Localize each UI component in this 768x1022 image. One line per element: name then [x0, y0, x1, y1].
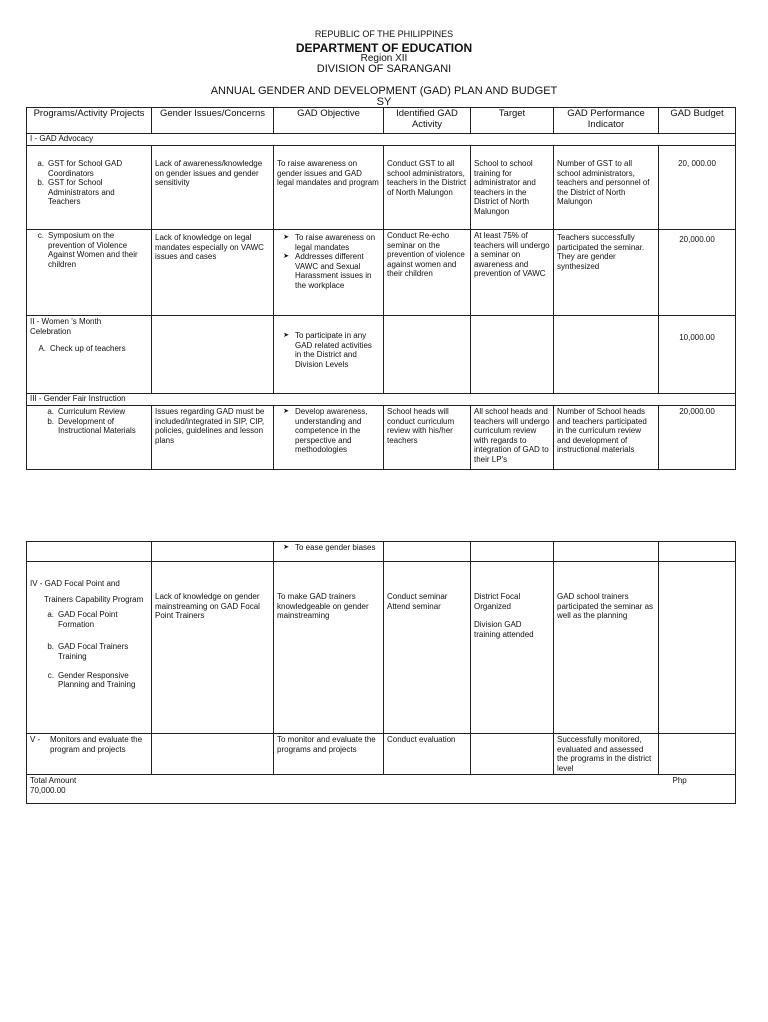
total-value: 70,000.00	[30, 785, 66, 795]
issue-cell	[152, 316, 274, 394]
indicator-cell: Successfully monitored, evaluated and assessed the programs in the district level	[554, 734, 659, 775]
table-row	[27, 542, 736, 562]
target-cell	[471, 316, 554, 394]
total-label: Total Amount	[30, 776, 77, 786]
budget-cell	[659, 562, 736, 734]
col-header-issues: Gender Issues/Concerns	[152, 108, 274, 134]
issue-cell	[152, 734, 274, 775]
activity-cell: School heads will conduct curriculum review with his/her teachers	[384, 406, 471, 470]
table-row	[27, 734, 736, 775]
program-item: Development of Instructional Materials	[58, 416, 136, 436]
region-line: Region XII	[360, 53, 408, 64]
col-header-programs: Programs/Activity Projects	[27, 108, 152, 134]
arrow-bullet-icon: ➤	[283, 408, 289, 415]
activity-cell: Conduct seminar Attend seminar	[384, 562, 471, 734]
arrow-bullet-icon: ➤	[283, 253, 289, 261]
budget-cell	[659, 734, 736, 775]
table-row	[27, 562, 736, 734]
total-row	[27, 775, 736, 804]
objective-cell: To make GAD trainers knowledgeable on gender mainstreaming	[274, 562, 384, 734]
section-row	[27, 134, 736, 146]
section-title-gender-fair: III - Gender Fair Instruction	[27, 394, 736, 406]
document-title: ANNUAL GENDER AND DEVELOPMENT (GAD) PLAN AND BUDGET	[210, 85, 558, 97]
target-cell: At least 75% of teachers will undergo a seminar on awareness and prevention of VAWC	[471, 230, 554, 316]
programs-cell: c. Symposium on the prevention of Violence Against Women and their children	[27, 230, 152, 316]
col-header-indicator: GAD Performance Indicator	[554, 108, 659, 134]
objective-cell: ➤ To raise awareness on legal mandates ➤ Addresses different VAWC and Sexual Harassment issues in the workplace	[274, 230, 384, 316]
objective-cell: ➤ To participate in any GAD related activities in the District and Division Levels	[274, 316, 384, 394]
issue-cell: Lack of knowledge on gender mainstreaming on GAD Focal Point Trainers	[152, 562, 274, 734]
budget-cell: 20, 000.00	[659, 146, 736, 230]
program-item: GAD Focal Point Formation	[58, 610, 118, 629]
arrow-bullet-icon: ➤	[283, 234, 289, 241]
budget-cell: 10,000.00	[659, 316, 736, 394]
programs-cell: a. Curriculum Review b. Development of Instructional Materials	[27, 406, 152, 470]
program-item: Check up of teachers	[50, 344, 126, 354]
program-item: Curriculum Review	[58, 407, 126, 416]
division-line: DIVISION OF SARANGANI	[316, 63, 452, 75]
currency-label: Php	[672, 776, 687, 786]
total-cell	[27, 775, 659, 804]
school-year: SY	[376, 96, 392, 108]
activity-cell: Conduct evaluation	[384, 734, 471, 775]
programs-cell: V - Monitors and evaluate the program and projects	[27, 734, 152, 775]
target-cell	[471, 734, 554, 775]
gad-plan-table-2	[26, 541, 736, 804]
col-header-target: Target	[471, 108, 554, 134]
republic-line: REPUBLIC OF THE PHILIPPINES	[314, 29, 454, 39]
indicator-cell	[554, 542, 659, 562]
arrow-bullet-icon: ➤	[283, 332, 289, 339]
issue-cell: Lack of knowledge on legal mandates especially on VAWC issues and cases	[152, 230, 274, 316]
target-cell: School to school training for administrator and teachers in the District of North Malungon	[471, 146, 554, 230]
table-row	[27, 406, 736, 470]
section-row	[27, 394, 736, 406]
gad-plan-table-1	[26, 107, 736, 470]
activity-cell: Conduct Re-echo seminar on the prevention of violence against women and their children	[384, 230, 471, 316]
indicator-cell: Teachers successfully participated the seminar. They are gender synthesized	[554, 230, 659, 316]
program-item: GST for School GAD Coordinators	[48, 159, 123, 178]
indicator-cell: Number of School heads and teachers participated in the curriculum review and development of instructional materials	[554, 406, 659, 470]
program-item: GST for School Administrators and Teachers	[48, 178, 115, 207]
objective-cell: To monitor and evaluate the programs and projects	[274, 734, 384, 775]
activity-cell	[384, 542, 471, 562]
programs-cell: a. GST for School GAD Coordinators b. GST for School Administrators and Teachers	[27, 146, 152, 230]
col-header-activity: Identified GAD Activity	[384, 108, 471, 134]
section-title-womens-month: II - Women 's Month Celebration	[30, 317, 102, 336]
target-cell: District Focal Organized Division GAD training attended	[471, 562, 554, 734]
section-title-advocacy: I - GAD Advocacy	[27, 134, 736, 146]
objective-cell: ➤ To ease gender biases	[274, 542, 384, 562]
program-item: Symposium on the prevention of Violence Against Women and their children	[48, 231, 138, 269]
col-header-budget: GAD Budget	[659, 108, 736, 134]
table-row	[27, 146, 736, 230]
target-cell: All school heads and teachers will undergo curriculum review with regards to integration of GAD to their LP's	[471, 406, 554, 470]
program-item: Gender Responsive Planning and Training	[58, 670, 136, 690]
program-item: Monitors and evaluate the program and projects	[50, 735, 143, 754]
department-title: DEPARTMENT OF EDUCATION	[295, 41, 473, 55]
issue-cell: Lack of awareness/knowledge on gender issues and gender sensitivity	[152, 146, 274, 230]
indicator-cell	[554, 316, 659, 394]
currency-cell	[659, 775, 736, 804]
table-row	[27, 316, 736, 394]
table-header-row	[27, 108, 736, 134]
target-cell	[471, 542, 554, 562]
indicator-cell: GAD school trainers participated the seminar as well as the planning	[554, 562, 659, 734]
budget-cell: 20,000.00	[659, 406, 736, 470]
budget-cell	[659, 542, 736, 562]
col-header-objective: GAD Objective	[274, 108, 384, 134]
indicator-cell: Number of GST to all school administrators, teachers and personnel of the District of North Malungon	[554, 146, 659, 230]
issue-cell	[152, 542, 274, 562]
activity-cell	[384, 316, 471, 394]
section-title-focal-point: IV - GAD Focal Point and	[30, 579, 120, 588]
programs-cell: IV - GAD Focal Point and Trainers Capability Program a. GAD Focal Point Formation b. GAD Focal Trainers Training c. Gender Responsive Planning and Training	[27, 562, 152, 734]
budget-cell: 20,000.00	[659, 230, 736, 316]
activity-cell: Conduct GST to all school administrators, teachers in the District of North Malungon	[384, 146, 471, 230]
objective-cell: To raise awareness on gender issues and GAD legal mandates and program	[274, 146, 384, 230]
issue-cell: Issues regarding GAD must be included/integrated in SIP, CIP, policies, guidelines and lesson plans	[152, 406, 274, 470]
programs-cell	[27, 542, 152, 562]
objective-cell: ➤ Develop awareness, understanding and competence in the perspective and methodologies	[274, 406, 384, 470]
table-row	[27, 230, 736, 316]
program-item: GAD Focal Trainers Training	[58, 642, 129, 661]
arrow-bullet-icon: ➤	[283, 544, 289, 551]
programs-cell: II - Women 's Month Celebration A. Check up of teachers	[27, 316, 152, 394]
